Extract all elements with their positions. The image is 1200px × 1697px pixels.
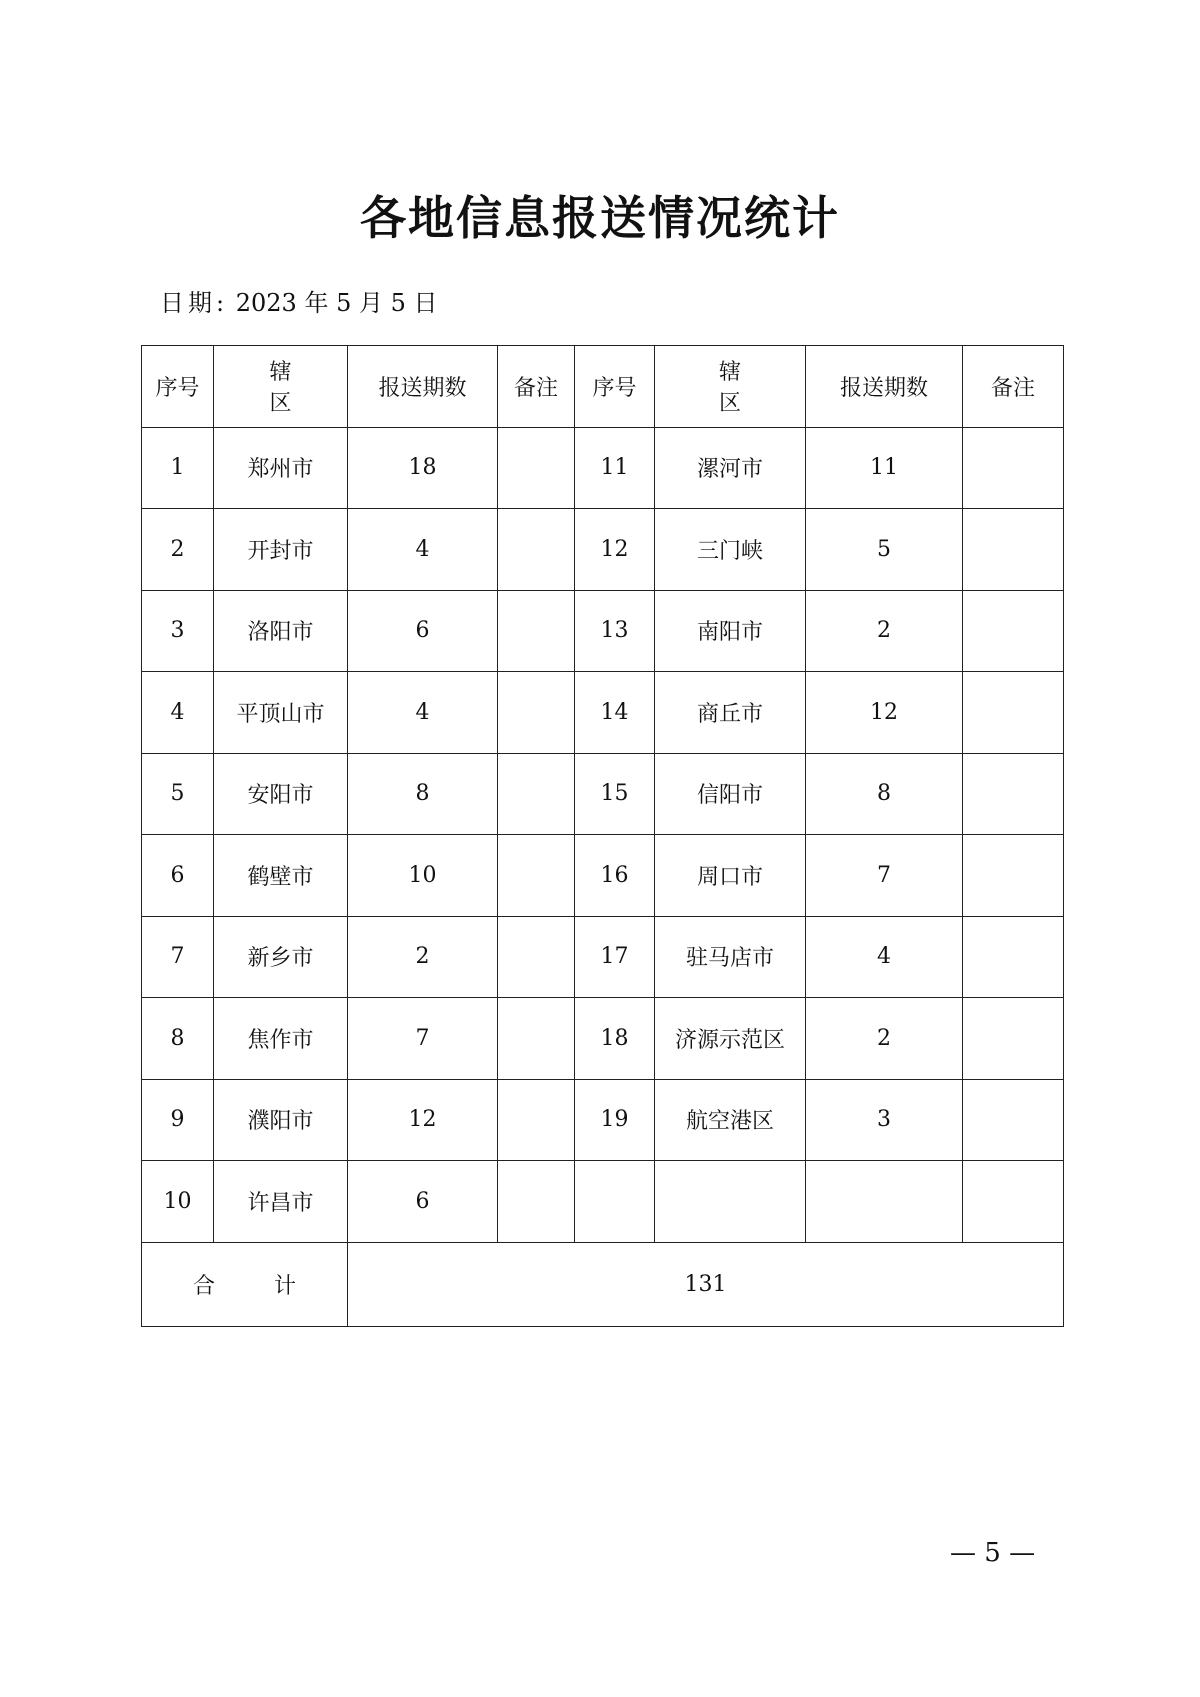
cell-region-left: 安阳市: [214, 753, 348, 835]
cell-note-right: [963, 590, 1064, 672]
cell-count-right: 2: [806, 590, 963, 672]
cell-seq-right: 18: [575, 998, 655, 1080]
cell-note-right: [963, 916, 1064, 998]
cell-seq-left: 9: [142, 1079, 214, 1161]
cell-seq-right: [575, 1161, 655, 1243]
cell-region-right: 信阳市: [655, 753, 806, 835]
cell-seq-right: 17: [575, 916, 655, 998]
page-number: — 5 —: [950, 1538, 1036, 1568]
table-row: [142, 1161, 1064, 1243]
cell-note-right: [963, 509, 1064, 591]
cell-region-right: 三门峡: [655, 509, 806, 591]
cell-region-left: 焦作市: [214, 998, 348, 1080]
cell-region-left: 洛阳市: [214, 590, 348, 672]
table-row: [142, 590, 1064, 672]
cell-count-left: 6: [348, 590, 498, 672]
table-row: [142, 835, 1064, 917]
cell-seq-left: 6: [142, 835, 214, 917]
cell-region-right: 周口市: [655, 835, 806, 917]
cell-seq-left: 2: [142, 509, 214, 591]
cell-seq-right: 11: [575, 427, 655, 509]
cell-note-right: [963, 998, 1064, 1080]
cell-count-right: 5: [806, 509, 963, 591]
cell-seq-left: 7: [142, 916, 214, 998]
date-label: 日期:: [160, 289, 229, 317]
table-row: [142, 916, 1064, 998]
cell-note-left: [498, 998, 575, 1080]
cell-seq-right: 14: [575, 672, 655, 754]
cell-region-left: 郑州市: [214, 427, 348, 509]
cell-seq-right: 16: [575, 835, 655, 917]
cell-count-left: 2: [348, 916, 498, 998]
table-row: [142, 753, 1064, 835]
cell-count-left: 10: [348, 835, 498, 917]
cell-note-left: [498, 1079, 575, 1161]
cell-seq-right: 13: [575, 590, 655, 672]
cell-note-left: [498, 509, 575, 591]
cell-note-right: [963, 753, 1064, 835]
header-note-left: 备注: [498, 346, 575, 428]
total-row: [142, 1242, 1064, 1326]
cell-note-right: [963, 1161, 1064, 1243]
table-row: [142, 998, 1064, 1080]
cell-note-right: [963, 672, 1064, 754]
cell-region-right: 济源示范区: [655, 998, 806, 1080]
cell-note-left: [498, 753, 575, 835]
cell-region-right: 驻马店市: [655, 916, 806, 998]
cell-count-left: 4: [348, 509, 498, 591]
cell-note-left: [498, 590, 575, 672]
cell-region-right: [655, 1161, 806, 1243]
cell-seq-right: 12: [575, 509, 655, 591]
cell-note-left: [498, 672, 575, 754]
header-region-right: 辖 区: [655, 346, 806, 428]
cell-note-right: [963, 835, 1064, 917]
cell-region-left: 平顶山市: [214, 672, 348, 754]
cell-note-left: [498, 1161, 575, 1243]
table-row: [142, 427, 1064, 509]
cell-seq-left: 3: [142, 590, 214, 672]
cell-count-right: 4: [806, 916, 963, 998]
cell-region-right: 航空港区: [655, 1079, 806, 1161]
cell-count-right: 2: [806, 998, 963, 1080]
cell-region-left: 新乡市: [214, 916, 348, 998]
statistics-table: [141, 345, 1064, 1327]
cell-count-left: 6: [348, 1161, 498, 1243]
total-value: 131: [348, 1242, 1064, 1326]
cell-count-left: 4: [348, 672, 498, 754]
cell-region-left: 许昌市: [214, 1161, 348, 1243]
table-body: [142, 427, 1064, 1326]
cell-seq-right: 15: [575, 753, 655, 835]
cell-note-left: [498, 427, 575, 509]
date-value: 2023 年 5 月 5 日: [235, 289, 438, 317]
cell-region-right: 漯河市: [655, 427, 806, 509]
table-header-row: [142, 346, 1064, 428]
cell-note-right: [963, 427, 1064, 509]
page-title: 各地信息报送情况统计: [360, 191, 840, 245]
cell-count-left: 18: [348, 427, 498, 509]
cell-seq-left: 8: [142, 998, 214, 1080]
cell-count-right: 11: [806, 427, 963, 509]
header-note-right: 备注: [963, 346, 1064, 428]
cell-count-right: 8: [806, 753, 963, 835]
header-count-right: 报送期数: [806, 346, 963, 428]
cell-region-left: 鹤壁市: [214, 835, 348, 917]
cell-count-right: 7: [806, 835, 963, 917]
cell-region-right: 商丘市: [655, 672, 806, 754]
cell-count-left: 8: [348, 753, 498, 835]
cell-note-left: [498, 916, 575, 998]
cell-seq-left: 1: [142, 427, 214, 509]
header-count-left: 报送期数: [348, 346, 498, 428]
total-label: 合 计: [142, 1242, 348, 1326]
cell-seq-left: 4: [142, 672, 214, 754]
cell-count-right: 3: [806, 1079, 963, 1161]
cell-region-left: 濮阳市: [214, 1079, 348, 1161]
table-row: [142, 1079, 1064, 1161]
cell-note-left: [498, 835, 575, 917]
header-seq-right: 序号: [575, 346, 655, 428]
cell-count-left: 12: [348, 1079, 498, 1161]
cell-region-right: 南阳市: [655, 590, 806, 672]
header-region-left: 辖 区: [214, 346, 348, 428]
cell-region-left: 开封市: [214, 509, 348, 591]
cell-seq-right: 19: [575, 1079, 655, 1161]
cell-count-right: 12: [806, 672, 963, 754]
cell-count-right: [806, 1161, 963, 1243]
date-line: [160, 286, 438, 320]
header-seq-left: 序号: [142, 346, 214, 428]
cell-count-left: 7: [348, 998, 498, 1080]
cell-seq-left: 5: [142, 753, 214, 835]
cell-seq-left: 10: [142, 1161, 214, 1243]
table-row: [142, 509, 1064, 591]
table-row: [142, 672, 1064, 754]
cell-note-right: [963, 1079, 1064, 1161]
